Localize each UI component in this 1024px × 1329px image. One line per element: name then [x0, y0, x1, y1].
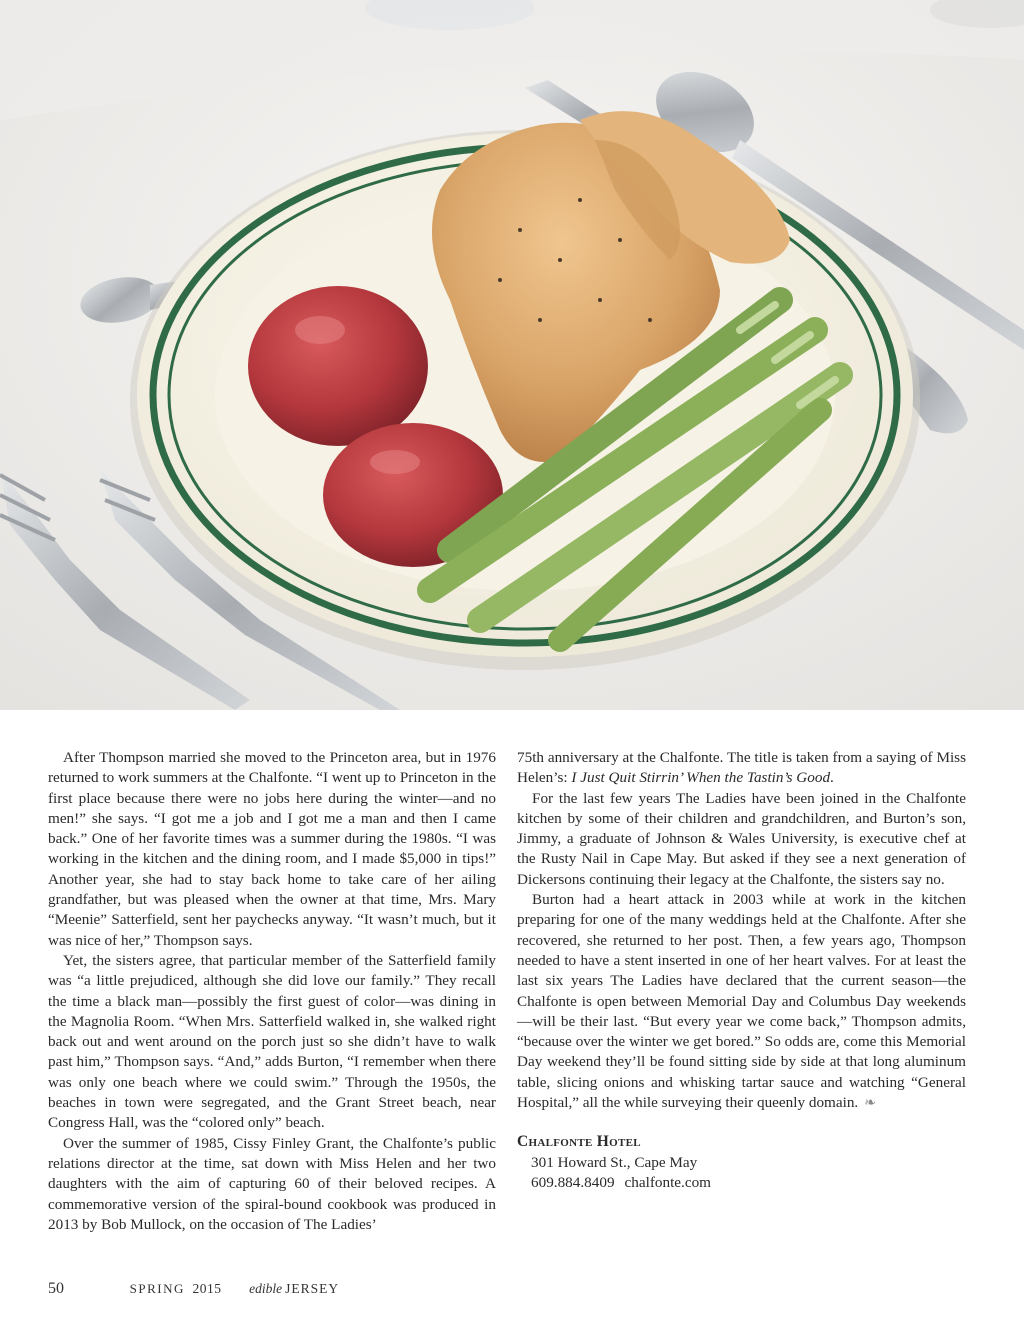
hotel-contact [517, 1173, 966, 1194]
article-column-left [48, 748, 496, 1235]
hotel-info [517, 1132, 966, 1194]
article-paragraph: Over the summer of 1985, Cissy Finley Grant, the Chalfonte’s public relations director at the time, sat down with Miss Helen and her two daughters with the aim of capturing 60 of their beloved recipes. A commemorative version of the spiral-bound cookbook was produced in 2013 by Bob Mullock, on the occasion of The Ladies’ [48, 1134, 496, 1233]
cookbook-title: I Just Quit Stirrin’ When the Tastin’s Good [571, 769, 831, 787]
article-paragraph: Yet, the sisters agree, that particular member of the Satterfield family was “a little prejudiced, although she did love our family.” They recall the time a black man—possibly the first guest of color—was dining in the Magnolia Room. “When Mrs. Satterfield walked in, she walked right back out and went around on the porch just so she didn’t have to walk past him,” Thompson says. “And,” adds Burton, “I remember when there was only one beach where we could swim.” Through the 1950s, the beaches in town were segregated, and the Grant Street beach, near Congress Hall, was the “colored only” beach. [48, 951, 496, 1132]
paragraph-text: 75th anniversary at the Chalfonte. The title is taken from a saying of Miss Helen’s: [517, 749, 966, 787]
article-paragraph: For the last few years The Ladies have been joined in the Chalfonte kitchen by some of their children and grandchildren, and Burton’s son, Jimmy, a graduate of Johnson & Wales University, is executive chef at the Rusty Nail in Cape May. But asked if they see a next generation of Dickersons continuing their legacy at the Chalfonte, the sisters say no. [517, 789, 966, 888]
magazine-name-small: edible [249, 1281, 283, 1296]
hotel-website: chalfonte.com [624, 1174, 711, 1192]
page-number: 50 [48, 1280, 64, 1297]
potato-icon [248, 286, 428, 446]
hotel-address: 301 Howard St., Cape May [531, 1153, 698, 1171]
article-paragraph: After Thompson married she moved to the Princeton area, but in 1976 returned to work summers at the Chalfonte. “I went up to Princeton in the first place because there were no jobs here during the winter—and no men!” she says. “I got me a job and I got me a man and then I came back.” One of her favorite times was a summer during the 1980s. “I was working in the kitchen and the dining room, and I made $5,000 in tips!” Another year, she had to stay back home to take care of her ailing grandfather, but was pleased when the owner at that time, Mrs. Mary “Meenie” Satterfield, sent her paychecks anyway. “It wasn’t much, but it was nice of her,” Thompson says. [48, 749, 496, 949]
hotel-phone: 609.884.8409 [531, 1174, 615, 1192]
hotel-name: Chalfonte Hotel [517, 1133, 641, 1151]
issue-season: SPRING [129, 1281, 185, 1296]
article-paragraph [517, 890, 966, 1114]
end-mark-icon: ❧ [864, 1096, 876, 1112]
article-paragraph [517, 748, 966, 789]
paragraph-text: Burton had a heart attack in 2003 while at work in the kitchen preparing for one of the many weddings held at the Chalfonte. After she recovered, she returned to her post. Then, a few years ago, Thompson needed to have a stent inserted in one of her heart valves. For at least the last six years The Ladies have declared that the current season—the Chalfonte is open between Memorial Day and Columbus Day weekends—will be their last. “But every year we come back,” Thompson admits, “because over the winter we get bored.” So odds are, come this Memorial Day weekend they’ll be found sitting side by side at that long aluminum table, slicing onions and whisking tartar sauce and watching “General Hospital,” all the while surveying their queenly domain. [517, 891, 966, 1112]
magazine-name [249, 1281, 339, 1297]
page-footer [48, 1280, 339, 1302]
paragraph-text: . [830, 769, 834, 787]
issue-year: 2015 [192, 1281, 222, 1296]
magazine-name-big: JERSEY [285, 1281, 340, 1296]
article-column-right [517, 748, 966, 1194]
